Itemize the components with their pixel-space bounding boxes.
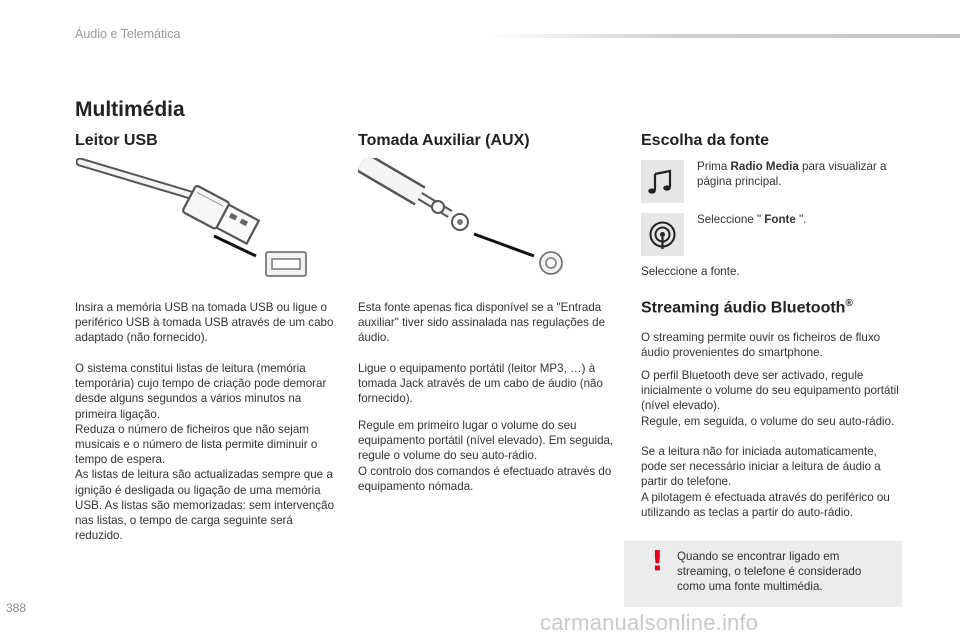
watermark: carmanualsonline.info — [540, 610, 759, 635]
step2-suffix: ". — [795, 213, 807, 226]
usb-paragraph-1: Insira a memória USB na tomada USB ou ligue o periférico USB à tomada USB através de um cabo adaptado (não fornecido). — [75, 301, 334, 345]
jack-plug-illustration — [358, 158, 568, 278]
bt-p3-line-1: Se a leitura não for iniciada automaticamente, pode ser necessário iniciar a leitura de áudio a partir do telefone. — [641, 445, 881, 489]
bluetooth-paragraph-3 — [641, 444, 903, 520]
aux-paragraph-1: Esta fonte apenas fica disponível se a "Entrada auxiliar" tiver sido assinalada nas regulações de áudio. — [358, 301, 606, 345]
warning-icon: ! — [651, 544, 664, 577]
source-step-2 — [697, 212, 903, 227]
step1-suffix: para visualizar a página principal. — [697, 160, 887, 189]
music-note-icon — [641, 160, 684, 203]
usb-heading: Leitor USB — [75, 132, 158, 149]
usb-p2-line-1: O sistema constitui listas de leitura (memória temporária) cujo tempo de criação pode demorar desde alguns segundos a vários minutos na primeira ligação. — [75, 362, 327, 421]
bluetooth-paragraph-1: O streaming permite ouvir os ficheiros de fluxo áudio provenientes do smartphone. — [641, 331, 881, 360]
aux-p3-line-2: O controlo dos comandos é efectuado através do equipamento nómada. — [358, 464, 612, 493]
bluetooth-paragraph-2 — [641, 368, 905, 429]
bt-p3-line-2: A pilotagem é efectuada através do periférico ou utilizando as teclas a partir do auto-rádio. — [641, 490, 890, 519]
usb-plug-illustration — [76, 158, 316, 280]
usb-paragraph-2 — [75, 361, 339, 543]
page-number: 388 — [6, 601, 27, 615]
step2-prefix: Seleccione " — [697, 213, 765, 226]
aux-p3-line-1: Regule em primeiro lugar o volume do seu equipamento portátil (nível elevado). Em seguida, regule o volume do seu auto-rádio. — [358, 419, 614, 463]
page-header-title: Áudio e Telemática — [75, 27, 181, 41]
bt-p2-line-2: Regule, em seguida, o volume do seu auto-rádio. — [641, 414, 895, 428]
source-step-3: Seleccione a fonte. — [641, 265, 740, 278]
bluetooth-heading — [641, 298, 853, 317]
bt-p2-line-1: O perfil Bluetooth deve ser activado, regule inicialmente o volume do seu equipamento portátil (nível elevado). — [641, 369, 899, 413]
usb-p2-line-2: Reduza o número de ficheiros que não sejam musicais e o número de lista permite diminuir o tempo de espera. — [75, 422, 318, 467]
fonte-label: Fonte — [764, 213, 796, 226]
aux-paragraph-3 — [358, 418, 620, 494]
aux-heading: Tomada Auxiliar (AUX) — [358, 132, 530, 149]
source-radio-icon — [641, 213, 684, 256]
source-step-1 — [697, 159, 903, 189]
section-title: Multimédia — [75, 98, 185, 121]
step1-prefix: Prima — [697, 160, 731, 173]
radio-media-label: Radio Media — [730, 160, 799, 173]
aux-paragraph-2: Ligue o equipamento portátil (leitor MP3, …) à tomada Jack através de um cabo de áudio (não fornecido). — [358, 362, 603, 406]
source-heading: Escolha da fonte — [641, 132, 770, 149]
usb-p2-line-3: As listas de leitura são actualizadas sempre que a ignição é desligada ou ligação de uma memória USB. As listas são memorizadas: sem intervenção nas listas, o tempo de carga seguinte será reduzido. — [75, 468, 335, 543]
header-rule — [487, 34, 960, 38]
registered-mark: ® — [845, 298, 853, 309]
warning-text: Quando se encontrar ligado em streaming, o telefone é considerado como uma fonte multimédia. — [677, 550, 862, 594]
bluetooth-heading-text: Streaming áudio Bluetooth — [641, 299, 846, 317]
